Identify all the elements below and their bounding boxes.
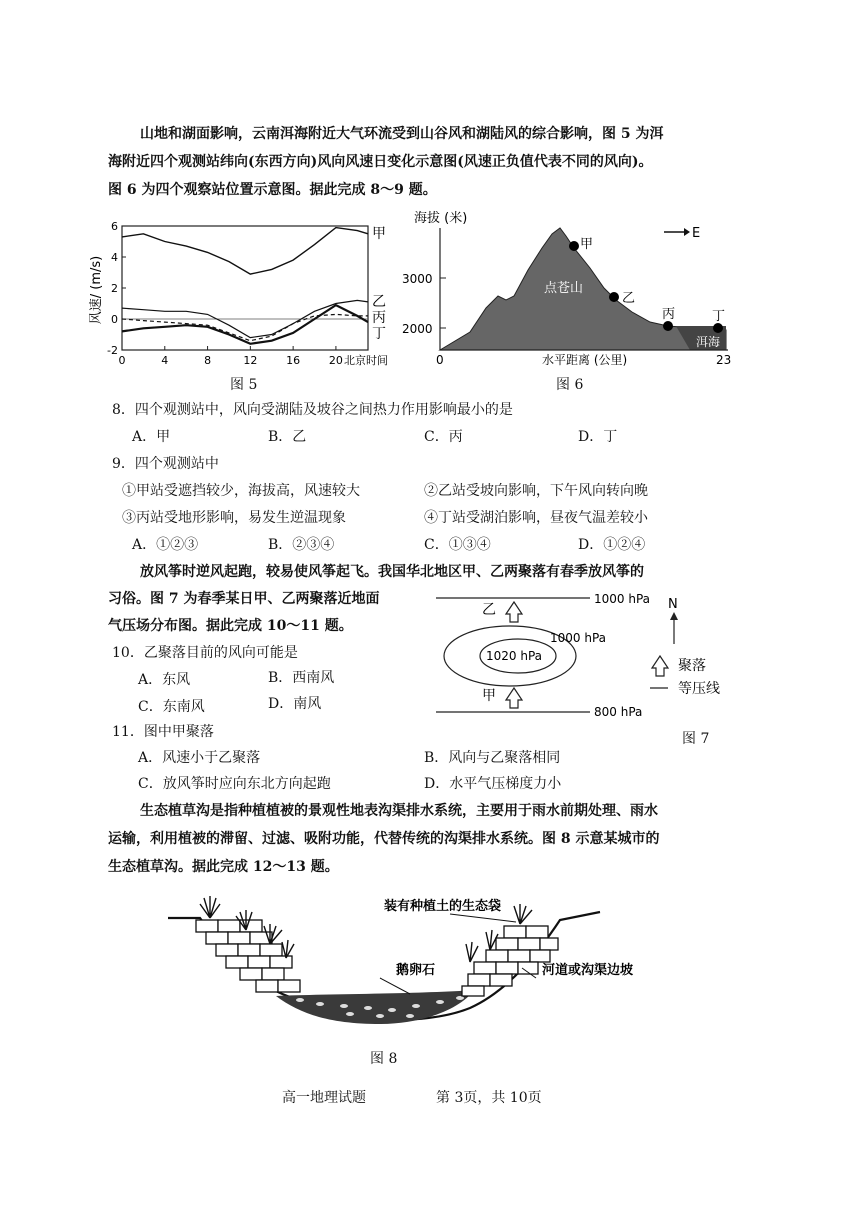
fig7-caption: 图 7 bbox=[682, 731, 710, 747]
fig8-label-stone: 鹅卵石 bbox=[396, 963, 436, 978]
fig6-ylabel: 海拔 (米) bbox=[414, 211, 468, 226]
fig8-caption: 图 8 bbox=[370, 1051, 398, 1067]
intro1-line2: 海附近四个观测站纬向(东西方向)风向风速日变化示意图(风速正负值代表不同的风向)。 bbox=[108, 154, 653, 170]
footer-subject: 高一地理试题 bbox=[282, 1090, 366, 1106]
q8-d: D．丁 bbox=[578, 429, 618, 445]
fig6-x23: 23 bbox=[716, 353, 732, 367]
q9-stem: 9．四个观测站中 bbox=[112, 456, 219, 472]
q9-s4: ④丁站受湖泊影响，昼夜气温差较小 bbox=[424, 510, 648, 526]
fig8-label-slope: 河道或沟渠边坡 bbox=[542, 963, 634, 978]
fig6-mountain: 点苍山 bbox=[544, 281, 584, 296]
intro2-line2: 习俗。图 7 为春季某日甲、乙两聚落近地面 bbox=[108, 591, 380, 607]
svg-text:甲: 甲 bbox=[580, 237, 594, 252]
q9-d: D．①②④ bbox=[578, 537, 646, 553]
intro1-line1: 山地和湖面影响，云南洱海附近大气环流受到山谷风和湖陆风的综合影响，图 5 为洱 bbox=[140, 126, 664, 142]
fig6-y2000: 2000 bbox=[402, 322, 433, 336]
svg-text:乙: 乙 bbox=[622, 291, 636, 306]
fig5-ytick-label: -2 bbox=[107, 344, 118, 357]
svg-text:800 hPa: 800 hPa bbox=[594, 705, 643, 719]
fig5-xtick-label: 20 bbox=[328, 354, 343, 367]
fig8-pebble-bed bbox=[276, 990, 474, 1024]
q11-c: C．放风筝时应向东北方向起跑 bbox=[138, 776, 331, 792]
svg-text:1000 hPa: 1000 hPa bbox=[594, 592, 651, 606]
fig5-xtick-label: 4 bbox=[161, 354, 169, 367]
intro3-line1: 生态植草沟是指种植植被的景观性地表沟渠排水系统，主要用于雨水前期处理、雨水 bbox=[140, 803, 658, 819]
q10-c: C．东南风 bbox=[138, 699, 205, 715]
fig6-lake-label: 洱海 bbox=[696, 335, 721, 349]
fig7-village-jia: 甲 bbox=[482, 688, 496, 704]
q11-d: D．水平气压梯度力小 bbox=[424, 776, 562, 792]
svg-text:丁: 丁 bbox=[712, 309, 726, 324]
q8-a: A．甲 bbox=[132, 429, 171, 445]
fig5-ytick-label: 2 bbox=[111, 282, 118, 295]
q11-b: B．风向与乙聚落相同 bbox=[424, 750, 561, 766]
svg-text:聚落: 聚落 bbox=[678, 658, 706, 674]
fig6-x0: 0 bbox=[436, 353, 444, 367]
fig5-label-yi: 乙 bbox=[372, 294, 386, 310]
fig5-caption: 图 5 bbox=[230, 377, 258, 393]
fig5-xtick-label: 8 bbox=[204, 354, 212, 367]
q9-s2: ②乙站受坡向影响，下午风向转向晚 bbox=[424, 483, 648, 499]
q11-a: A．风速小于乙聚落 bbox=[138, 750, 261, 766]
fig6-xlabel: 水平距离 (公里) bbox=[542, 353, 628, 367]
intro2-line1: 放风筝时逆风起跑，较易使风筝起飞。我国华北地区甲、乙两聚落有春季放风筝的 bbox=[140, 564, 644, 580]
q10-b: B．西南风 bbox=[268, 670, 335, 686]
q9-s1: ①甲站受遮挡较少，海拔高，风速较大 bbox=[122, 483, 360, 499]
intro1-line3: 图 6 为四个观察站位置示意图。据此完成 8～9 题。 bbox=[108, 182, 437, 198]
q8-stem: 8．四个观测站中，风向受湖陆及坡谷之间热力作用影响最小的是 bbox=[112, 402, 513, 418]
fig5-ytick-label: 0 bbox=[111, 313, 118, 326]
fig5-ylabel: 风速/ (m/s) bbox=[89, 255, 104, 325]
fig5-label-jia: 甲 bbox=[372, 226, 386, 242]
q8-b: B．乙 bbox=[268, 429, 307, 445]
fig7-village-yi: 乙 bbox=[482, 602, 496, 618]
footer-page: 第 3页，共 10页 bbox=[436, 1090, 542, 1106]
fig6-caption: 图 6 bbox=[556, 377, 584, 393]
intro3-line2: 运输，利用植被的滞留、过滤、吸附功能，代替传统的沟渠排水系统。图 8 示意某城市的 bbox=[108, 831, 660, 847]
q10-d: D．南风 bbox=[268, 696, 322, 712]
q9-c: C．①③④ bbox=[424, 537, 491, 553]
fig5-label-ding: 丁 bbox=[372, 326, 386, 342]
svg-text:1000 hPa: 1000 hPa bbox=[550, 631, 607, 645]
q10-a: A．东风 bbox=[138, 672, 191, 688]
q10-stem: 10．乙聚落目前的风向可能是 bbox=[112, 645, 298, 661]
fig8-label-bag: 装有种植土的生态袋 bbox=[384, 899, 502, 914]
fig8-right-bags bbox=[462, 926, 558, 996]
q9-s3: ③丙站受地形影响，易发生逆温现象 bbox=[122, 510, 346, 526]
q9-a: A．①②③ bbox=[132, 537, 199, 553]
svg-text:等压线: 等压线 bbox=[678, 681, 720, 697]
fig5-xunit: 北京时间 bbox=[344, 354, 388, 367]
intro3-line3: 生态植草沟。据此完成 12～13 题。 bbox=[108, 859, 339, 875]
q11-stem: 11．图中甲聚落 bbox=[112, 724, 214, 740]
fig5-ytick-label: 4 bbox=[111, 251, 118, 264]
svg-text:N: N bbox=[668, 597, 678, 612]
fig6-east: E bbox=[692, 226, 701, 241]
q9-b: B．②③④ bbox=[268, 537, 335, 553]
fig5-xtick-label: 16 bbox=[286, 354, 301, 367]
svg-text:1020 hPa: 1020 hPa bbox=[486, 649, 543, 663]
fig5-label-bing: 丙 bbox=[372, 310, 386, 326]
fig8-left-bags bbox=[196, 920, 300, 992]
svg-text:丙: 丙 bbox=[662, 307, 676, 322]
q8-c: C．丙 bbox=[424, 429, 463, 445]
fig5-xtick-label: 0 bbox=[118, 354, 126, 367]
fig6-y3000: 3000 bbox=[402, 272, 433, 286]
fig5-xtick-label: 12 bbox=[243, 354, 258, 367]
fig5-ytick-label: 6 bbox=[111, 220, 118, 233]
intro2-line3: 气压场分布图。据此完成 10～11 题。 bbox=[108, 618, 353, 634]
